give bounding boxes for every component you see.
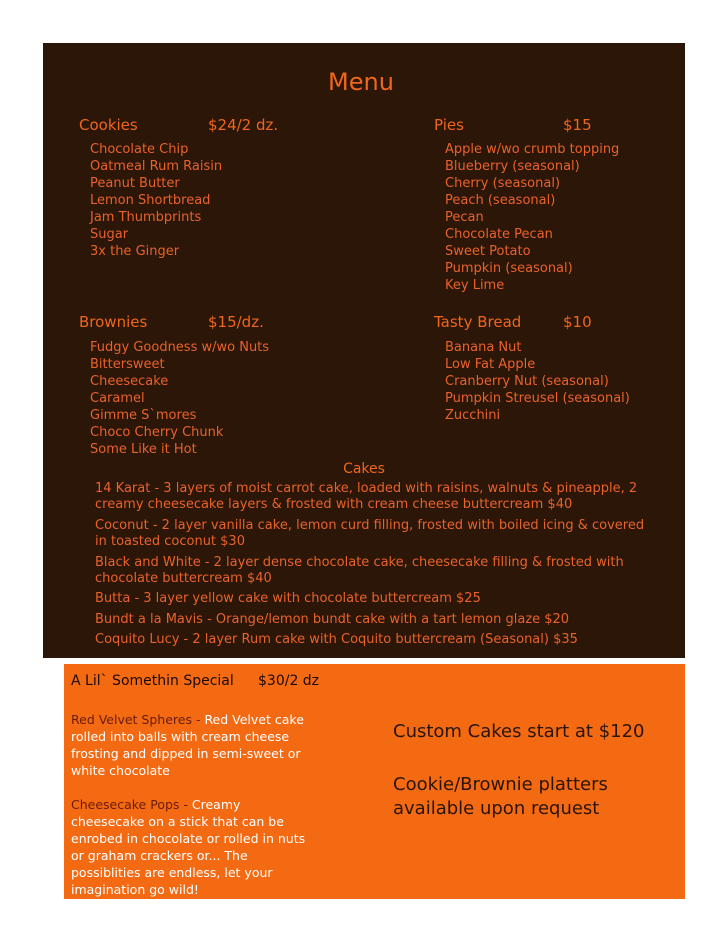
list-item: Oatmeal Rum Raisin	[90, 159, 223, 174]
cake-item: Black and White - 2 layer dense chocolate cake, cheesecake filling & frosted with chocolate buttercream $40	[95, 555, 624, 586]
list-item: Some Like it Hot	[90, 442, 197, 457]
special-heading: A Lil` Somethin Special $30/2 dz	[71, 673, 320, 689]
special-item-desc: Creamy cheesecake on a stick that can be enrobed in chocolate or rolled in nuts or graham crackers or... The possiblities are endless, let your imagination go wild!	[71, 797, 306, 897]
brownies-heading: Brownies $15/dz.	[79, 313, 264, 331]
list-item: 3x the Ginger	[90, 244, 180, 259]
list-item: Sweet Potato	[445, 244, 531, 259]
list-item: Chocolate Pecan	[445, 227, 553, 242]
special-item-name: Cheesecake Pops -	[71, 797, 192, 812]
list-item: Pumpkin (seasonal)	[445, 261, 573, 276]
list-item: Lemon Shortbread	[90, 193, 211, 208]
cake-item: Bundt a la Mavis - Orange/lemon bundt cake with a tart lemon glaze $20	[95, 612, 570, 627]
list-item: Banana Nut	[445, 340, 522, 355]
list-item: Apple w/wo crumb topping	[445, 142, 620, 157]
cookies-list	[90, 141, 222, 260]
list-item: Gimme S`mores	[90, 408, 197, 423]
list-item: Sugar	[90, 227, 129, 242]
list-item: Low Fat Apple	[445, 357, 536, 372]
list-item: Caramel	[90, 391, 145, 406]
cake-item: Coquito Lucy - 2 layer Rum cake with Coquito buttercream (Seasonal) $35	[95, 632, 578, 647]
special-price: $30/2 dz	[258, 673, 320, 689]
pies-price: $15	[563, 116, 592, 134]
list-item: Peach (seasonal)	[445, 193, 556, 208]
list-item: Fudgy Goodness w/wo Nuts	[90, 340, 270, 355]
special-item-cheesecake-pops	[71, 796, 311, 898]
list-item: Pumpkin Streusel (seasonal)	[445, 391, 630, 406]
list-item: Pecan	[445, 210, 484, 225]
pies-list	[445, 141, 619, 294]
platters-note-line1: Cookie/Brownie platters	[393, 774, 608, 795]
list-item: Cranberry Nut (seasonal)	[445, 374, 609, 389]
cake-item: Coconut - 2 layer vanilla cake, lemon curd filling, frosted with boiled icing & covered in toasted coconut $30	[95, 518, 645, 549]
cake-item: 14 Karat - 3 layers of moist carrot cake, loaded with raisins, walnuts & pineapple, 2 creamy cheesecake layers & frosted with cream cheese buttercream $40	[95, 481, 638, 512]
menu-title: Menu	[328, 68, 394, 96]
cakes-heading: Cakes	[343, 461, 385, 477]
pies-heading: Pies $15	[434, 116, 592, 134]
list-item: Peanut Butter	[90, 176, 180, 191]
brownies-price: $15/dz.	[208, 313, 264, 331]
list-item: Blueberry (seasonal)	[445, 159, 580, 174]
cookies-heading: Cookies $24/2 dz.	[79, 116, 279, 134]
special-item-name: Red Velvet Spheres -	[71, 712, 205, 727]
list-item: Choco Cherry Chunk	[90, 425, 224, 440]
list-item: Bittersweet	[90, 357, 165, 372]
list-item: Jam Thumbprints	[90, 210, 202, 225]
list-item: Key Lime	[445, 278, 505, 293]
bread-price: $10	[563, 313, 592, 331]
list-item: Cheesecake	[90, 374, 169, 389]
platters-note-line2: available upon request	[393, 798, 600, 819]
list-item: Zucchini	[445, 408, 501, 423]
bread-list	[445, 339, 630, 424]
list-item: Chocolate Chip	[90, 142, 189, 157]
brownies-list	[90, 339, 269, 458]
cake-item: Butta - 3 layer yellow cake with chocolate buttercream $25	[95, 591, 481, 606]
special-item-desc: Red Velvet cake rolled into balls with cream cheese frosting and dipped in semi-sweet or white chocolate	[71, 712, 304, 778]
custom-cakes-note: Custom Cakes start at $120	[393, 721, 645, 742]
list-item: Cherry (seasonal)	[445, 176, 561, 191]
cookies-price: $24/2 dz.	[208, 116, 279, 134]
special-item-red-velvet	[71, 711, 311, 779]
bread-heading: Tasty Bread $10	[434, 313, 592, 331]
